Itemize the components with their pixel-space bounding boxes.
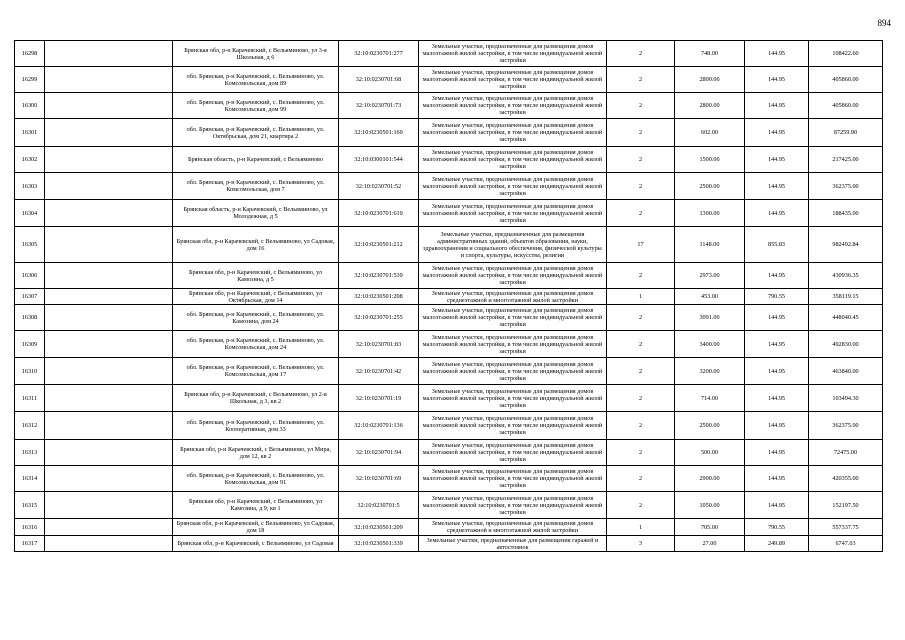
address-cell: обл. Брянская, р-н Карачевский, с. Вельяминово, ул. Комсомольская, дом 99: [173, 93, 339, 119]
blank-cell: [45, 519, 173, 536]
cadastral-value-cell: 420355.00: [809, 466, 883, 492]
row-number-cell: 16313: [15, 440, 45, 466]
area-cell: 1500.00: [675, 147, 745, 173]
land-use-cell: Земельные участки, предназначенные для размещения домов малоэтажной жилой застройки, в том числе индивидуальной жилой застройки: [419, 412, 607, 440]
blank-cell: [45, 93, 173, 119]
rate-cell: 855.83: [745, 227, 809, 263]
table-row: [15, 119, 883, 147]
address-cell: Брянская обл, р-н Карачевский, с Вельяминово, ул Камозина, д 9, кв 1: [173, 492, 339, 519]
blank-cell: [45, 147, 173, 173]
address-cell: обл. Брянская, р-н Карачевский, с. Вельяминово, ул. Комсомольская, дом 17: [173, 358, 339, 385]
cadastral-number-cell: 32:10:0230701:5: [339, 492, 419, 519]
rate-cell: 144.95: [745, 412, 809, 440]
page-number: 894: [877, 18, 891, 28]
rate-cell: 144.95: [745, 119, 809, 147]
table-row: [15, 519, 883, 536]
group-cell: 3: [607, 536, 675, 552]
group-cell: 2: [607, 263, 675, 289]
area-cell: 705.00: [675, 519, 745, 536]
table-body: [15, 41, 883, 552]
address-cell: обл. Брянская, р-н Карачевский, с. Вельяминово, ул. Комсомольская, дом 91: [173, 466, 339, 492]
rate-cell: 144.95: [745, 173, 809, 200]
table-row: [15, 93, 883, 119]
cadastral-value-cell: 405860.00: [809, 93, 883, 119]
rate-cell: 249.89: [745, 536, 809, 552]
table-row: [15, 173, 883, 200]
group-cell: 2: [607, 385, 675, 412]
row-number-cell: 16314: [15, 466, 45, 492]
blank-cell: [45, 466, 173, 492]
row-number-cell: 16316: [15, 519, 45, 536]
table-row: [15, 331, 883, 358]
cadastral-value-cell: 72475.00: [809, 440, 883, 466]
land-use-cell: Земельные участки, предназначенные для размещения домов среднеэтажной и многоэтажной жилой застройки: [419, 289, 607, 305]
address-cell: Брянская обл, р-н Карачевский, с Вельяминово, ул 2-я Школьная, д 3, кв 2: [173, 385, 339, 412]
cadastral-number-cell: 32:10:0230701:83: [339, 331, 419, 358]
cadastral-number-cell: 32:10:0230701:42: [339, 358, 419, 385]
area-cell: 2500.00: [675, 412, 745, 440]
table-row: [15, 263, 883, 289]
land-use-cell: Земельные участки, предназначенные для размещения домов малоэтажной жилой застройки, в том числе индивидуальной жилой застройки: [419, 147, 607, 173]
area-cell: 748.00: [675, 41, 745, 67]
group-cell: 2: [607, 67, 675, 93]
rate-cell: 144.95: [745, 331, 809, 358]
area-cell: 1050.00: [675, 492, 745, 519]
address-cell: Брянская обл, р-н Карачевский, с Вельяминово, ул Садовая: [173, 536, 339, 552]
rate-cell: 144.95: [745, 466, 809, 492]
area-cell: 602.00: [675, 119, 745, 147]
cadastral-number-cell: 32:10:0230501:209: [339, 519, 419, 536]
row-number-cell: 16299: [15, 67, 45, 93]
address-cell: обл. Брянская, р-н Карачевский, с. Вельяминово, ул. Комсомольская, дом 89: [173, 67, 339, 93]
cadastral-value-cell: 188435.00: [809, 200, 883, 227]
cadastral-number-cell: 32:10:0230701:69: [339, 466, 419, 492]
table-row: [15, 358, 883, 385]
address-cell: обл. Брянская, р-н Карачевский, с. Вельяминово, ул. Кооперативная, дом 33: [173, 412, 339, 440]
land-use-cell: Земельные участки, предназначенные для размещения домов малоэтажной жилой застройки, в том числе индивидуальной жилой застройки: [419, 305, 607, 331]
rate-cell: 144.95: [745, 263, 809, 289]
table-row: [15, 147, 883, 173]
row-number-cell: 16302: [15, 147, 45, 173]
rate-cell: 790.55: [745, 519, 809, 536]
table-row: [15, 412, 883, 440]
row-number-cell: 16309: [15, 331, 45, 358]
area-cell: 453.00: [675, 289, 745, 305]
row-number-cell: 16312: [15, 412, 45, 440]
cadastral-value-cell: 362375.00: [809, 412, 883, 440]
row-number-cell: 16306: [15, 263, 45, 289]
group-cell: 17: [607, 227, 675, 263]
area-cell: 3400.00: [675, 331, 745, 358]
area-cell: 3091.00: [675, 305, 745, 331]
cadastral-value-cell: 87259.90: [809, 119, 883, 147]
address-cell: Брянская область, р-н Карачевский, с Вельяминово: [173, 147, 339, 173]
cadastral-value-cell: 362375.00: [809, 173, 883, 200]
address-cell: Брянская обл, р-н Карачевский, с Вельяминово, ул 3-я Школьная, д 6: [173, 41, 339, 67]
table-row: [15, 305, 883, 331]
cadastral-value-cell: 557337.75: [809, 519, 883, 536]
cadastral-number-cell: 32:10:0230701:539: [339, 263, 419, 289]
area-cell: 2900.00: [675, 466, 745, 492]
rate-cell: 144.95: [745, 41, 809, 67]
rate-cell: 144.95: [745, 67, 809, 93]
table-row: [15, 289, 883, 305]
cadastral-value-cell: 6747.03: [809, 536, 883, 552]
address-cell: Брянская обл, р-н Карачевский, с Вельяминово, ул Камозина, д 5: [173, 263, 339, 289]
table-row: [15, 67, 883, 93]
row-number-cell: 16315: [15, 492, 45, 519]
group-cell: 2: [607, 173, 675, 200]
rate-cell: 144.95: [745, 305, 809, 331]
cadastral-value-cell: 492830.00: [809, 331, 883, 358]
cadastral-value-cell: 358119.15: [809, 289, 883, 305]
land-use-cell: Земельные участки, предназначенные для размещения домов малоэтажной жилой застройки, в том числе индивидуальной жилой застройки: [419, 440, 607, 466]
land-use-cell: Земельные участки, предназначенные для размещения домов малоэтажной жилой застройки, в том числе индивидуальной жилой застройки: [419, 385, 607, 412]
table-row: [15, 492, 883, 519]
area-cell: 1148.00: [675, 227, 745, 263]
address-cell: Брянская обл, р-н Карачевский, с Вельяминово, ул Садовая, дом 18: [173, 519, 339, 536]
rate-cell: 144.95: [745, 492, 809, 519]
land-use-cell: Земельные участки, предназначенные для размещения домов малоэтажной жилой застройки, в том числе индивидуальной жилой застройки: [419, 67, 607, 93]
group-cell: 2: [607, 305, 675, 331]
area-cell: 500.00: [675, 440, 745, 466]
group-cell: 2: [607, 412, 675, 440]
table-row: [15, 41, 883, 67]
cadastral-number-cell: 32:10:0230501:169: [339, 119, 419, 147]
row-number-cell: 16303: [15, 173, 45, 200]
table-row: [15, 227, 883, 263]
cadastral-value-cell: 103494.30: [809, 385, 883, 412]
blank-cell: [45, 200, 173, 227]
cadastral-value-cell: 982492.84: [809, 227, 883, 263]
rate-cell: 144.95: [745, 385, 809, 412]
land-use-cell: Земельные участки, предназначенные для размещения домов малоэтажной жилой застройки, в том числе индивидуальной жилой застройки: [419, 93, 607, 119]
group-cell: 1: [607, 289, 675, 305]
cadastral-value-cell: 152197.50: [809, 492, 883, 519]
cadastral-number-cell: 32:10:0230501:212: [339, 227, 419, 263]
group-cell: 2: [607, 466, 675, 492]
group-cell: 2: [607, 93, 675, 119]
land-use-cell: Земельные участки, предназначенные для размещения административных зданий, объектов образования, науки, здравоохранения и социального обеспечения, физической культуры и спорта, культуры, искусства, религии: [419, 227, 607, 263]
row-number-cell: 16310: [15, 358, 45, 385]
group-cell: 2: [607, 331, 675, 358]
blank-cell: [45, 358, 173, 385]
cadastral-value-cell: 463840.00: [809, 358, 883, 385]
rate-cell: 144.95: [745, 200, 809, 227]
cadastral-value-cell: 405860.00: [809, 67, 883, 93]
land-use-cell: Земельные участки, предназначенные для размещения домов малоэтажной жилой застройки, в том числе индивидуальной жилой застройки: [419, 492, 607, 519]
blank-cell: [45, 289, 173, 305]
cadastral-value-cell: 448040.45: [809, 305, 883, 331]
land-use-cell: Земельные участки, предназначенные для размещения домов малоэтажной жилой застройки, в том числе индивидуальной жилой застройки: [419, 331, 607, 358]
group-cell: 2: [607, 492, 675, 519]
cadastral-number-cell: 32:10:0300101:544: [339, 147, 419, 173]
row-number-cell: 16305: [15, 227, 45, 263]
blank-cell: [45, 305, 173, 331]
land-use-cell: Земельные участки, предназначенные для размещения домов малоэтажной жилой застройки, в том числе индивидуальной жилой застройки: [419, 119, 607, 147]
cadastral-number-cell: 32:10:0230501:208: [339, 289, 419, 305]
group-cell: 1: [607, 519, 675, 536]
land-use-cell: Земельные участки, предназначенные для размещения домов малоэтажной жилой застройки, в том числе индивидуальной жилой застройки: [419, 263, 607, 289]
cadastral-value-cell: 108422.60: [809, 41, 883, 67]
row-number-cell: 16301: [15, 119, 45, 147]
cadastral-number-cell: 32:10:0230701:52: [339, 173, 419, 200]
land-use-cell: Земельные участки, предназначенные для размещения домов малоэтажной жилой застройки, в том числе индивидуальной жилой застройки: [419, 466, 607, 492]
land-use-cell: Земельные участки, предназначенные для размещения домов малоэтажной жилой застройки, в том числе индивидуальной жилой застройки: [419, 173, 607, 200]
row-number-cell: 16304: [15, 200, 45, 227]
area-cell: 2800.00: [675, 93, 745, 119]
land-use-cell: Земельные участки, предназначенные для размещения домов малоэтажной жилой застройки, в том числе индивидуальной жилой застройки: [419, 200, 607, 227]
address-cell: Брянская обл, р-н Карачевский, с Вельяминово, ул Садовая, дом 16: [173, 227, 339, 263]
cadastral-number-cell: 32:10:0230701:19: [339, 385, 419, 412]
row-number-cell: 16308: [15, 305, 45, 331]
blank-cell: [45, 385, 173, 412]
area-cell: 3200.00: [675, 358, 745, 385]
group-cell: 2: [607, 200, 675, 227]
land-use-cell: Земельные участки, предназначенные для размещения домов малоэтажной жилой застройки, в том числе индивидуальной жилой застройки: [419, 41, 607, 67]
land-use-cell: Земельные участки, предназначенные для размещения домов среднеэтажной и многоэтажной жилой застройки: [419, 519, 607, 536]
rate-cell: 790.55: [745, 289, 809, 305]
table-row: [15, 466, 883, 492]
row-number-cell: 16317: [15, 536, 45, 552]
rate-cell: 144.95: [745, 440, 809, 466]
group-cell: 2: [607, 440, 675, 466]
cadastral-number-cell: 32:10:0230701:136: [339, 412, 419, 440]
blank-cell: [45, 331, 173, 358]
row-number-cell: 16300: [15, 93, 45, 119]
row-number-cell: 16307: [15, 289, 45, 305]
blank-cell: [45, 227, 173, 263]
blank-cell: [45, 67, 173, 93]
address-cell: Брянская область, р-н Карачевский, с Вельяминово, ул Молодежная, д 5: [173, 200, 339, 227]
cadastral-number-cell: 32:10:0230701:277: [339, 41, 419, 67]
rate-cell: 144.95: [745, 358, 809, 385]
address-cell: обл. Брянская, р-н Карачевский, с. Вельяминово, ул. Октябрьская, дом 21, квартира 2: [173, 119, 339, 147]
blank-cell: [45, 173, 173, 200]
area-cell: 2973.00: [675, 263, 745, 289]
blank-cell: [45, 412, 173, 440]
blank-cell: [45, 492, 173, 519]
blank-cell: [45, 119, 173, 147]
blank-cell: [45, 41, 173, 67]
group-cell: 2: [607, 41, 675, 67]
group-cell: 2: [607, 147, 675, 173]
area-cell: 1300.00: [675, 200, 745, 227]
group-cell: 2: [607, 358, 675, 385]
address-cell: обл. Брянская, р-н Карачевский, с. Вельяминово, ул. Комсомольская, дом 7: [173, 173, 339, 200]
land-use-cell: Земельные участки, предназначенные для размещения домов малоэтажной жилой застройки, в том числе индивидуальной жилой застройки: [419, 358, 607, 385]
address-cell: обл. Брянская, р-н Карачевский, с. Вельяминово, ул. Комсомольская, дом 24: [173, 331, 339, 358]
blank-cell: [45, 440, 173, 466]
row-number-cell: 16298: [15, 41, 45, 67]
blank-cell: [45, 536, 173, 552]
cadastral-number-cell: 32:10:0230701:73: [339, 93, 419, 119]
area-cell: 27.00: [675, 536, 745, 552]
rate-cell: 144.95: [745, 147, 809, 173]
table-row: [15, 385, 883, 412]
table-row: [15, 536, 883, 552]
rate-cell: 144.95: [745, 93, 809, 119]
area-cell: 2800.00: [675, 67, 745, 93]
row-number-cell: 16311: [15, 385, 45, 412]
cadastral-number-cell: 32:10:0230701:619: [339, 200, 419, 227]
cadastral-number-cell: 32:10:0230701:255: [339, 305, 419, 331]
cadastral-number-cell: 32:10:0230501:339: [339, 536, 419, 552]
cadastral-value-table: [14, 40, 883, 552]
table-row: [15, 440, 883, 466]
blank-cell: [45, 263, 173, 289]
area-cell: 714.00: [675, 385, 745, 412]
address-cell: обл. Брянская, р-н Карачевский, с. Вельяминово, ул. Камозина, дом 24: [173, 305, 339, 331]
table-row: [15, 200, 883, 227]
cadastral-number-cell: 32:10:0230701:68: [339, 67, 419, 93]
cadastral-value-cell: 217425.00: [809, 147, 883, 173]
cadastral-number-cell: 32:10:0230701:94: [339, 440, 419, 466]
address-cell: Брянская обл, р-н Карачевский, с Вельяминово, ул Мира, дом 12, кв 2: [173, 440, 339, 466]
cadastral-value-cell: 430936.35: [809, 263, 883, 289]
land-use-cell: Земельные участки, предназначенные для размещения гаражей и автостоянок: [419, 536, 607, 552]
area-cell: 2500.00: [675, 173, 745, 200]
group-cell: 2: [607, 119, 675, 147]
address-cell: Брянская обл, р-н Карачевский, с Вельяминово, ул Октябрьская, дом 14: [173, 289, 339, 305]
